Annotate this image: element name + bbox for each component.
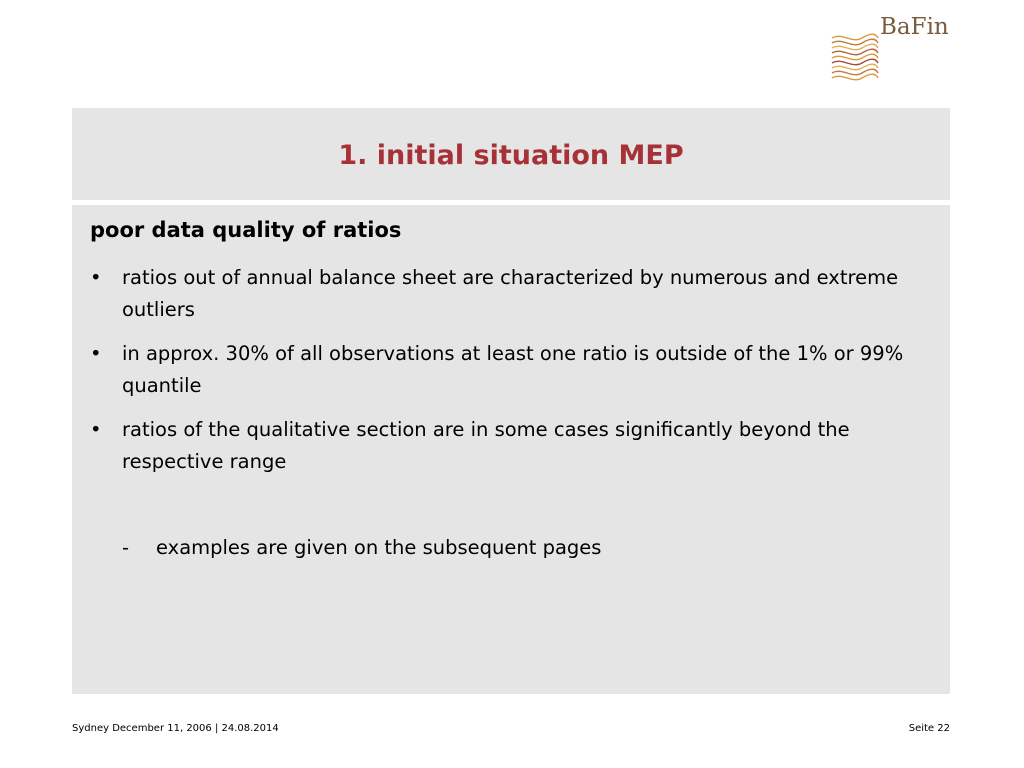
bullet-icon: • — [90, 342, 102, 365]
bullet-icon: • — [90, 418, 102, 441]
title-band — [72, 108, 950, 200]
section-heading: poor data quality of ratios — [90, 218, 402, 242]
list-item — [90, 414, 930, 478]
bullet-text: in approx. 30% of all observations at least one ratio is outside of the 1% or 99% quantile — [122, 342, 904, 397]
list-item — [90, 338, 930, 402]
dash-icon: - — [122, 536, 130, 559]
logo-text: BaFin — [880, 14, 949, 40]
bullet-icon: • — [90, 266, 102, 289]
bafin-wave-icon — [830, 32, 880, 84]
content-panel — [72, 205, 950, 694]
list-item — [90, 262, 930, 326]
slide-title: 1. initial situation MEP — [338, 139, 684, 171]
bullet-text: ratios out of annual balance sheet are characterized by numerous and extreme outliers — [122, 266, 899, 321]
sub-item-text: examples are given on the subsequent pages — [156, 536, 602, 559]
footer-page-number: Seite 22 — [908, 723, 950, 734]
bullet-list — [90, 262, 930, 490]
footer-location-date: Sydney December 11, 2006 | 24.08.2014 — [72, 723, 279, 734]
sub-list-item — [122, 532, 601, 564]
bullet-text: ratios of the qualitative section are in some cases significantly beyond the respective range — [122, 418, 850, 473]
bafin-logo — [830, 14, 954, 84]
